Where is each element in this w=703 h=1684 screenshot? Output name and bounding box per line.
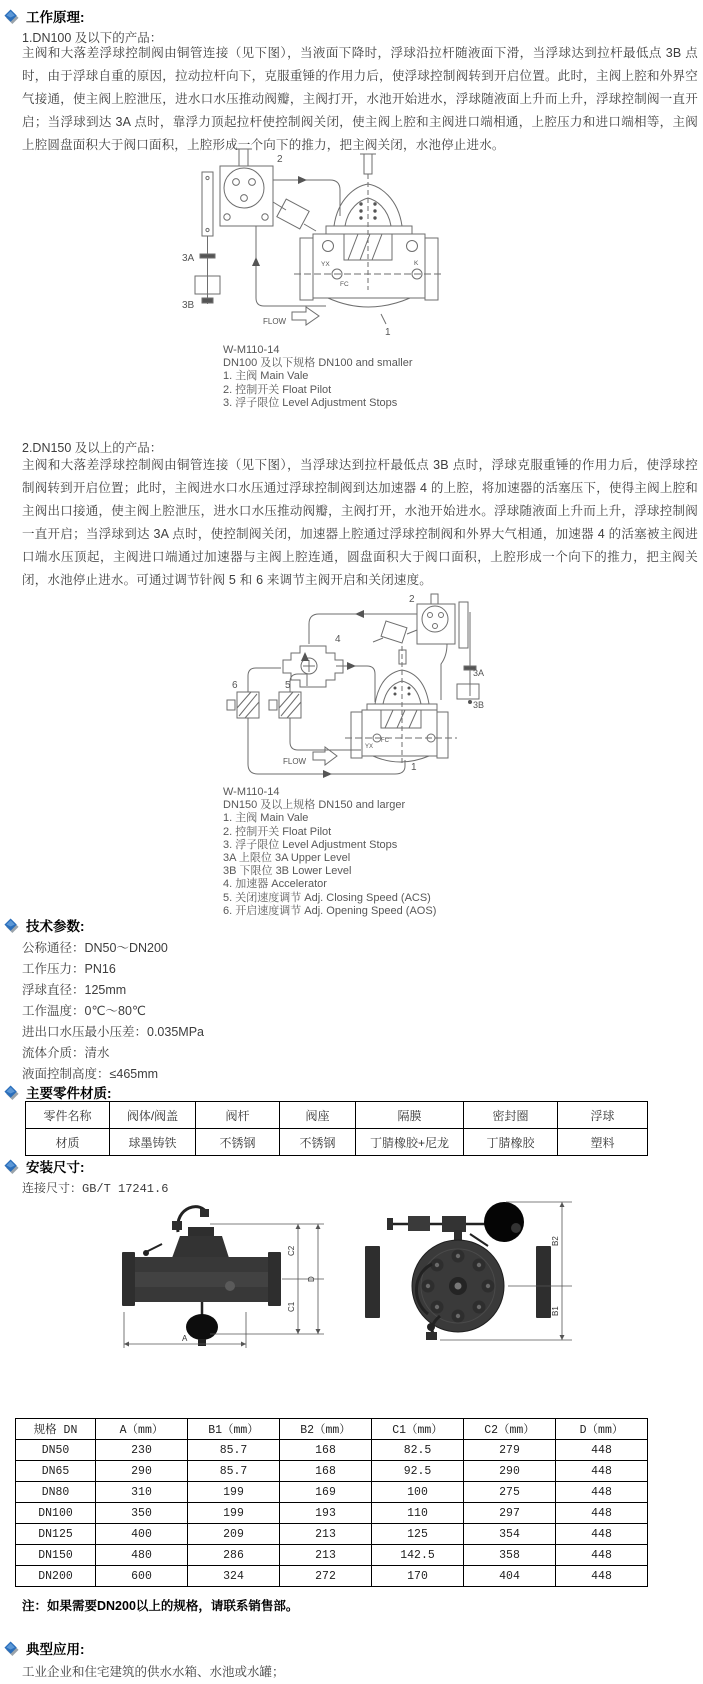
table-cell: 零件名称 — [26, 1102, 110, 1129]
tech-param-line: 液面控制高度：≤465mm — [22, 1067, 159, 1081]
pilot-assembly — [373, 594, 468, 648]
table-cell: 塑料 — [558, 1129, 648, 1156]
table-cell: 110 — [372, 1503, 464, 1524]
table-cell: 142.5 — [372, 1545, 464, 1566]
table-row — [16, 1545, 648, 1566]
label-fc-port: FC — [340, 281, 349, 288]
table-cell: D（mm） — [556, 1419, 648, 1440]
table-cell: 199 — [188, 1503, 280, 1524]
accelerator — [283, 646, 343, 687]
dim-label-b1: B1 — [551, 1306, 560, 1316]
table-cell: 272 — [280, 1566, 372, 1587]
table-cell: 275 — [464, 1482, 556, 1503]
table-row — [26, 1129, 648, 1156]
table-cell: 448 — [556, 1566, 648, 1587]
section-heading-typical-applications — [4, 1638, 85, 1658]
caption-line: DN100 及以下规格 DN100 and smaller — [223, 357, 413, 370]
main-valve-section — [345, 646, 457, 764]
table-cell: 82.5 — [372, 1440, 464, 1461]
label-main-valve-1: 1 — [411, 762, 417, 773]
table-cell: 310 — [96, 1482, 188, 1503]
valve-front-view — [365, 1202, 551, 1340]
heading-text: 技术参数: — [26, 919, 85, 934]
caption-line: 3. 浮子限位 Level Adjustment Stops — [223, 396, 398, 409]
caption-line: DN150 及以上规格 DN150 and larger — [223, 799, 406, 812]
table-cell: 85.7 — [188, 1440, 280, 1461]
label-acs-5: 5 — [285, 680, 291, 691]
label-aos-6: 6 — [232, 680, 238, 691]
table-cell: DN80 — [16, 1482, 96, 1503]
table-row — [16, 1440, 648, 1461]
heading-text: 工作原理: — [26, 10, 85, 25]
table-cell: 448 — [556, 1524, 648, 1545]
table-cell: 阀体/阀盖 — [110, 1102, 196, 1129]
tech-param-line: 进出口水压最小压差：0.035MPa — [22, 1025, 204, 1039]
caption-line: 1. 主阀 Main Vale — [223, 812, 309, 825]
table-row — [16, 1461, 648, 1482]
table-cell: 448 — [556, 1461, 648, 1482]
section-heading-materials — [4, 1082, 112, 1102]
table-cell: 阀杆 — [196, 1102, 280, 1129]
table-cell: 213 — [280, 1524, 372, 1545]
table-row — [26, 1102, 648, 1129]
table-cell: 286 — [188, 1545, 280, 1566]
dim-label-c2: C2 — [287, 1245, 296, 1256]
diagram2-caption — [223, 786, 436, 918]
table-cell: 材质 — [26, 1129, 110, 1156]
table-cell: 丁腈橡胶+尼龙 — [356, 1129, 464, 1156]
table-cell: DN200 — [16, 1566, 96, 1587]
heading-text: 主要零件材质: — [26, 1086, 112, 1101]
table-cell: 448 — [556, 1503, 648, 1524]
table-cell: 213 — [280, 1545, 372, 1566]
label-lower-stop-3b: 3B — [473, 700, 485, 710]
table-cell: 279 — [464, 1440, 556, 1461]
table-cell: 168 — [280, 1461, 372, 1482]
application-line: 工业企业和住宅建筑的供水水箱、水池或水罐； — [22, 1665, 285, 1679]
tech-param-line: 工作压力：PN16 — [22, 962, 116, 976]
caption-line: 3. 浮子限位 Level Adjustment Stops — [223, 838, 398, 851]
label-pilot-2: 2 — [409, 594, 415, 605]
table-cell: 297 — [464, 1503, 556, 1524]
diagram1-caption — [223, 344, 413, 410]
table-cell: 169 — [280, 1482, 372, 1503]
subsection-title-dn100: 1.DN100 及以下的产品： — [22, 31, 163, 45]
table-cell: 358 — [464, 1545, 556, 1566]
table-cell: 170 — [372, 1566, 464, 1587]
subsection-title-dn150: 2.DN150 及以上的产品： — [22, 441, 163, 455]
tech-param-line: 浮球直径：125mm — [22, 983, 127, 997]
diamond-bullet-icon — [4, 1085, 19, 1100]
dim-label-c1: C1 — [287, 1301, 296, 1312]
diagram-dn100-schematic — [180, 146, 450, 342]
connection-dims-line: 连接尺寸：GB/T 17241.6 — [22, 1182, 169, 1196]
installation-drawings — [110, 1194, 590, 1354]
paragraph-dn100: 主阀和大落差浮球控制阀由铜管连接（见下图），当液面下降时，浮球沿拉杆随液面下滑，当浮球达到拉杆最低点 3B 点时，由于浮球自重的原因，拉动拉杆向下，克服重锤的作用力后，使浮球控制阀转到开启位置。此时，主阀上腔和外界空气接通，使主阀上腔泄压，进水口水压推动阀瓣，主阀打开，水池开始进水，浮球随液面上升而上升，浮球控制阀一直开启；当浮球到达 3A 点时，靠浮力顶起拉杆使控制阀关闭，使主阀上腔和主阀进口端相通，上腔压力和进口端相等，主阀上腔圆盘面积大于阀口面积，上腔形成一个向下的推力，把主阀关闭，水池停止进水。 — [22, 46, 698, 152]
table-cell: 324 — [188, 1566, 280, 1587]
caption-line: 6. 开启速度调节 Adj. Opening Speed (AOS) — [223, 904, 437, 917]
heading-text: 典型应用: — [26, 1642, 85, 1657]
tech-param-line: 公称通径：DN50～DN200 — [22, 941, 168, 955]
table-cell: 400 — [96, 1524, 188, 1545]
dim-label-d: D — [307, 1276, 316, 1282]
dim-label-b2: B2 — [551, 1236, 560, 1246]
caption-line: W-M110-14 — [223, 344, 280, 356]
table-cell: 193 — [280, 1503, 372, 1524]
diamond-bullet-icon — [4, 918, 19, 933]
dimensions-table — [15, 1418, 648, 1587]
label-yx-port: YX — [365, 744, 374, 750]
float-rod — [195, 236, 220, 304]
caption-line: 3B 下限位 3B Lower Level — [223, 865, 352, 878]
flow-arrow-icon — [292, 307, 319, 325]
diamond-bullet-icon — [4, 9, 19, 24]
table-cell: 168 — [280, 1440, 372, 1461]
table-cell: 125 — [372, 1524, 464, 1545]
table-cell: 448 — [556, 1440, 648, 1461]
table-row — [16, 1482, 648, 1503]
table-cell: 100 — [372, 1482, 464, 1503]
table-cell: 球墨铸铁 — [110, 1129, 196, 1156]
table-cell: B1（mm） — [188, 1419, 280, 1440]
pilot-assembly — [202, 149, 316, 236]
table-cell: 404 — [464, 1566, 556, 1587]
tech-param-line: 流体介质：清水 — [22, 1046, 110, 1060]
diamond-bullet-icon — [4, 1159, 19, 1174]
table-cell: 阀座 — [280, 1102, 356, 1129]
label-upper-stop-3a: 3A — [182, 253, 195, 264]
table-cell: 290 — [464, 1461, 556, 1482]
label-k-port: K — [414, 260, 419, 267]
sales-note: 注：如果需要DN200以上的规格，请联系销售部。 — [22, 1599, 299, 1613]
diamond-bullet-icon — [4, 1641, 19, 1656]
tech-param-line: 工作温度：0℃～80℃ — [22, 1004, 146, 1018]
paragraph-dn150: 主阀和大落差浮球控制阀由铜管连接（见下图），当浮球达到拉杆最低点 3B 点时，浮球克服重锤的作用力后，使浮球控制阀转到开启位置；此时，主阀进水口水压通过浮球控制阀到达加速器 4 的上腔，将加速器的活塞压下，使得主阀上腔和主阀出口接通，使主阀上腔泄压，进水口水压推动阀瓣，主阀打开，水池开始进水。浮球随液面上升而上升，浮球控制阀一直开启；当浮球到达 3A 点时，使控制阀关闭，加速器上腔通过浮球控制阀和外界大气相通，加速器 4 的活塞被主阀进口端水压顶起，主阀进口端通过加速器与主阀上腔连通，圆盘面积大于阀口面积，上腔形成一个向下的推力，把主阀关闭，水池停止进水。可通过调节针阀 5 和 6 来调节主阀开启和关闭速度。 — [22, 458, 698, 587]
table-cell: C2（mm） — [464, 1419, 556, 1440]
dim-label-a: A — [182, 1334, 188, 1343]
tech-param-list — [22, 938, 204, 1085]
needle-valves — [227, 692, 301, 718]
label-main-valve-1: 1 — [385, 327, 391, 338]
section-heading-working-principle — [4, 6, 85, 26]
dimensions-table-body — [16, 1440, 648, 1587]
heading-text: 安装尺寸: — [26, 1160, 85, 1175]
label-accelerator-4: 4 — [335, 634, 341, 645]
section-heading-tech-params — [4, 915, 85, 935]
materials-table — [25, 1101, 648, 1156]
table-cell: 209 — [188, 1524, 280, 1545]
table-cell: 600 — [96, 1566, 188, 1587]
table-row — [16, 1566, 648, 1587]
table-cell: 丁腈橡胶 — [464, 1129, 558, 1156]
table-cell: 290 — [96, 1461, 188, 1482]
table-cell: 230 — [96, 1440, 188, 1461]
label-fc-port: FC — [381, 738, 389, 744]
table-cell: 448 — [556, 1545, 648, 1566]
table-cell: 不锈钢 — [196, 1129, 280, 1156]
table-row — [16, 1524, 648, 1545]
table-cell: A（mm） — [96, 1419, 188, 1440]
valve-side-view — [122, 1207, 281, 1346]
table-cell: 密封圈 — [464, 1102, 558, 1129]
caption-line: W-M110-14 — [223, 786, 280, 798]
table-cell: 85.7 — [188, 1461, 280, 1482]
table-cell: 不锈钢 — [280, 1129, 356, 1156]
table-cell: 199 — [188, 1482, 280, 1503]
section-heading-install-dims — [4, 1156, 85, 1176]
caption-line: 1. 主阀 Main Vale — [223, 370, 309, 383]
table-cell: DN125 — [16, 1524, 96, 1545]
dimensions-table-header — [16, 1419, 648, 1440]
caption-line: 2. 控制开关 Float Pilot — [223, 383, 332, 396]
caption-line: 4. 加速器 Accelerator — [223, 878, 327, 891]
table-cell: 隔膜 — [356, 1102, 464, 1129]
label-pilot-2: 2 — [277, 154, 283, 165]
table-cell: B2（mm） — [280, 1419, 372, 1440]
caption-line: 5. 关闭速度调节 Adj. Closing Speed (ACS) — [223, 891, 431, 904]
caption-line: 3A 上限位 3A Upper Level — [223, 852, 351, 865]
table-cell: 354 — [464, 1524, 556, 1545]
table-cell: C1（mm） — [372, 1419, 464, 1440]
table-cell: DN50 — [16, 1440, 96, 1461]
label-lower-stop-3b: 3B — [182, 300, 195, 311]
table-cell: DN65 — [16, 1461, 96, 1482]
table-cell: DN100 — [16, 1503, 96, 1524]
diagram-dn150-schematic — [185, 592, 485, 784]
table-cell: 350 — [96, 1503, 188, 1524]
table-cell: DN150 — [16, 1545, 96, 1566]
table-cell: 480 — [96, 1545, 188, 1566]
table-row — [16, 1503, 648, 1524]
label-yx-port: YX — [321, 261, 330, 268]
label-flow: FLOW — [283, 757, 307, 766]
table-cell: 448 — [556, 1482, 648, 1503]
table-row — [16, 1419, 648, 1440]
label-upper-stop-3a: 3A — [473, 668, 485, 678]
caption-line: 2. 控制开关 Float Pilot — [223, 825, 332, 838]
table-cell: 规格 DN — [16, 1419, 96, 1440]
label-flow: FLOW — [263, 317, 287, 326]
table-cell: 浮球 — [558, 1102, 648, 1129]
table-cell: 92.5 — [372, 1461, 464, 1482]
